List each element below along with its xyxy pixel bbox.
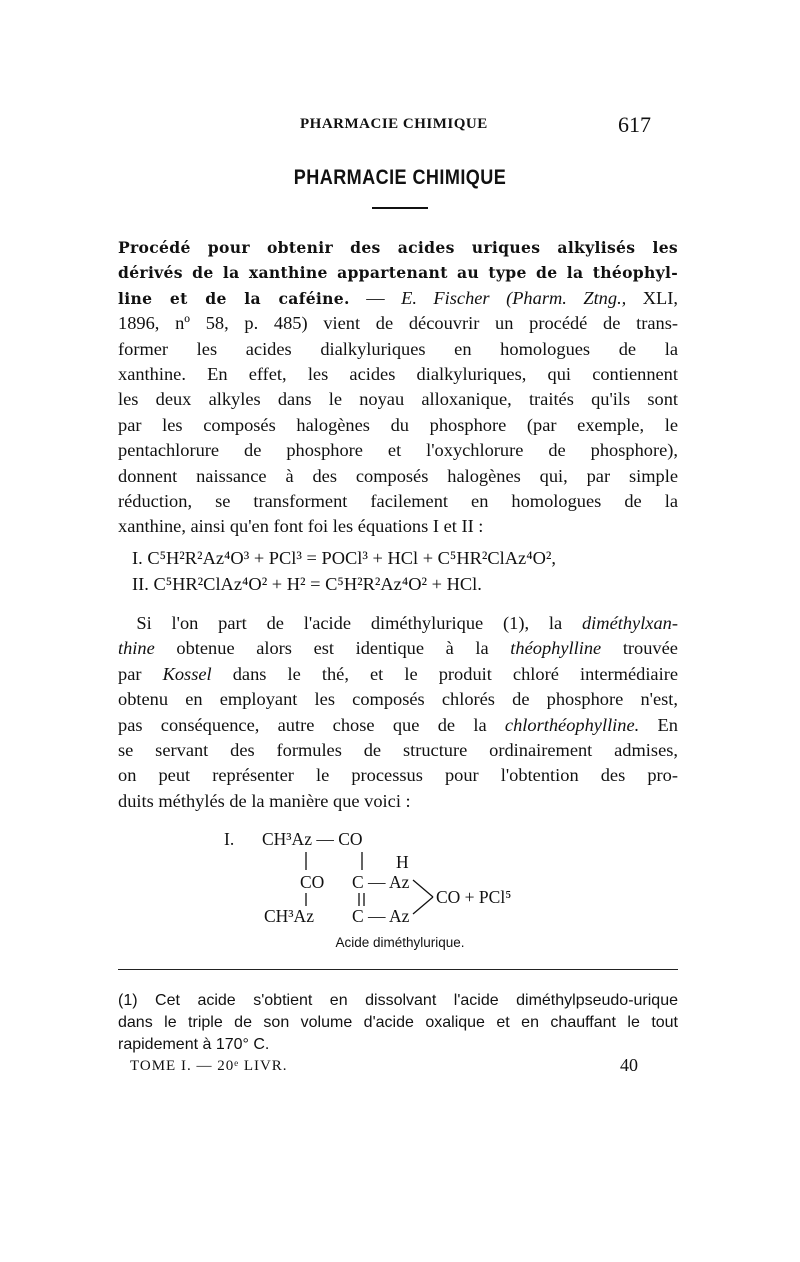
text-span: dans le thé, et le produit chloré intermédiaire bbox=[232, 663, 678, 684]
term-theophylline: théophylline bbox=[510, 638, 602, 659]
term-dimethylxanthine: diméthylxan- bbox=[581, 613, 678, 633]
term-chlortheophylline: chlorthéophylline. bbox=[504, 714, 640, 735]
formula-h: H bbox=[396, 852, 409, 872]
text-line: 1896, nº 58, p. 485) vient de découvrir un procédé de trans- bbox=[118, 313, 678, 334]
footnote-rule bbox=[118, 969, 678, 970]
text-line: xanthine, ainsi qu'en font foi les équations I et II : bbox=[118, 516, 484, 537]
citation-dash: — bbox=[366, 287, 385, 308]
formula-co-pcl5: CO + PCl⁵ bbox=[436, 887, 512, 907]
section-title: PHARMACIE CHIMIQUE bbox=[293, 166, 507, 189]
footnote-line: rapidement à 170° C. bbox=[118, 1036, 270, 1053]
equation-2: II. C⁵HR²ClAz⁴O² + H² = C⁵H²R²Az⁴O² + HCl. bbox=[132, 574, 482, 594]
footnote bbox=[118, 990, 678, 1056]
text-line: pentachlorure de phosphore et l'oxychlorure de phosphore), bbox=[118, 440, 678, 461]
text-line: donnent naissance à des composés halogènes qui, par simple bbox=[118, 465, 678, 486]
text-line: xanthine. En effet, les acides dialkyluriques, qui contiennent bbox=[118, 363, 678, 384]
formula-ch3az: CH³Az bbox=[264, 906, 314, 926]
text-line: réduction, se transforment facilement en homologues de la bbox=[118, 490, 678, 511]
text-line: par les composés halogènes du phosphore (par exemple, le bbox=[118, 414, 678, 435]
lead-line-3: line et de la caféine. bbox=[118, 288, 350, 308]
equation-1: I. C⁵H²R²Az⁴O³ + PCl³ = POCl³ + HCl + C⁵HR²ClAz⁴O², bbox=[132, 548, 557, 568]
footnote-line: dans le triple de son volume d'acide oxalique et en chauffant le tout bbox=[118, 1014, 678, 1031]
formula-label: I. bbox=[224, 829, 235, 849]
running-head-title: PHARMACIE CHIMIQUE bbox=[300, 116, 488, 132]
text-line: former les acides dialkyluriques en homologues de la bbox=[118, 338, 678, 359]
formula-caption: Acide diméthylurique. bbox=[335, 935, 465, 950]
text-span: obtenue alors est identique à la bbox=[176, 638, 489, 659]
formula-c-az-2: C — Az bbox=[352, 906, 410, 926]
signature-mark: TOME I. — 20ᵉ LIVR. bbox=[130, 1058, 288, 1074]
author-kossel: Kossel bbox=[162, 663, 212, 684]
citation-author: E. Fischer bbox=[401, 287, 490, 308]
formula-c-az: C — Az bbox=[352, 872, 410, 892]
lead-line-2: dérivés de la xanthine appartenant au type de la théophyl- bbox=[118, 263, 678, 283]
text-line: on peut représenter le processus pour l'obtention des pro- bbox=[118, 765, 678, 786]
text-line: les deux alkyles dans le noyau alloxanique, traités qu'ils sont bbox=[118, 389, 678, 410]
text-span: trouvée bbox=[622, 638, 678, 659]
term-thine: thine bbox=[118, 638, 155, 659]
signature-number: 40 bbox=[620, 1055, 638, 1075]
citation-volume: XLI, bbox=[642, 287, 678, 308]
text-span: En bbox=[657, 714, 678, 735]
citation-journal: (Pharm. Ztng., bbox=[506, 287, 627, 308]
text-span: Si l'on part de l'acide diméthylurique (1), la bbox=[136, 613, 563, 633]
text-span: par bbox=[118, 663, 142, 684]
page-number: 617 bbox=[618, 112, 651, 137]
text-span: pas conséquence, autre chose que de la bbox=[118, 714, 487, 735]
formula-row-1: CH³Az — CO bbox=[262, 829, 363, 849]
lead-line-1: Procédé pour obtenir des acides uriques alkylisés les bbox=[118, 238, 678, 257]
text-line: obtenu en employant les composés chlorés de phosphore n'est, bbox=[118, 689, 678, 710]
text-line: se servant des formules de structure ordinairement admises, bbox=[118, 739, 678, 760]
footnote-line: (1) Cet acide s'obtient en dissolvant l'acide diméthylpseudo-urique bbox=[118, 992, 678, 1009]
text-line: duits méthylés de la manière que voici : bbox=[118, 790, 411, 811]
formula-co: CO bbox=[300, 872, 325, 892]
